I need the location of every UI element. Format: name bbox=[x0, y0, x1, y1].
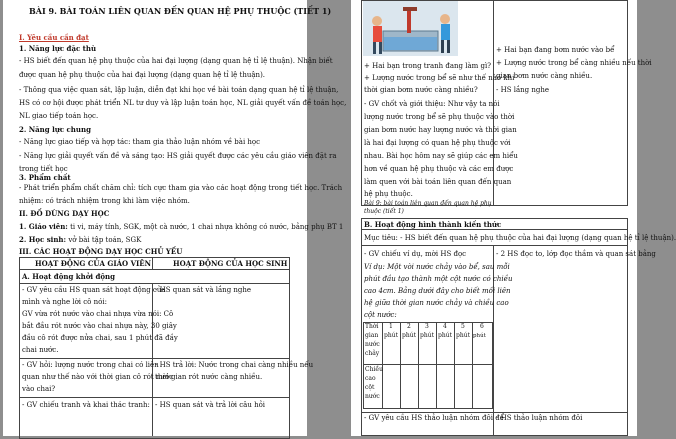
table-cell-teacher: vào chai? bbox=[22, 385, 56, 393]
table-cell: 3 bbox=[425, 323, 429, 330]
teacher-line: - GV chốt và giới thiệu: Như vậy ta nói bbox=[364, 100, 500, 108]
activity-table bbox=[19, 257, 290, 439]
table-header-cell: chảy bbox=[365, 350, 380, 357]
table-cell: phút bbox=[438, 332, 452, 339]
table-cell: 1 bbox=[389, 323, 393, 330]
table-cell: 2 bbox=[407, 323, 411, 330]
table-cell: phút bbox=[402, 332, 416, 339]
table-cell-teacher: - GV yêu cầu HS quan sát hoạt động của bbox=[22, 286, 166, 294]
answer-line: + Hai bạn đang bơm nước vào bể bbox=[496, 46, 615, 54]
table-header-cell: cột bbox=[365, 384, 375, 391]
illustration-pump-water bbox=[363, 1, 458, 56]
table-cell-teacher: - GV hỏi: lượng nước trong chai có liên bbox=[22, 361, 159, 369]
answer-line: gian bơm nước càng nhiều. bbox=[496, 72, 593, 80]
document-page-1 bbox=[3, 0, 347, 436]
answer-line: + Lượng nước trong bể càng nhiều nếu thời bbox=[496, 59, 652, 67]
teacher-line: hệ phụ thuộc. bbox=[364, 190, 413, 198]
text-line: được quan hệ phụ thuộc của hai đại lượng (dạng quan hệ tỉ lệ thuận). bbox=[19, 71, 266, 79]
table-header-cell: gian bbox=[365, 332, 379, 339]
student-line: - HS thảo luận nhóm đôi bbox=[496, 414, 583, 422]
table-cell-teacher: - GV chiếu tranh và khai thác tranh: bbox=[22, 401, 150, 409]
question-line: + Hai bạn trong tranh đang làm gì? bbox=[364, 62, 491, 70]
page-title: BÀI 9. BÀI TOÁN LIÊN QUAN ĐẾN QUAN HỆ PHỤ THUỘC (TIẾT 1) bbox=[29, 6, 332, 16]
teacher-line: làm quen với bài toán liên quan đến quan bbox=[364, 178, 512, 186]
table-cell-teacher: mình và nghe lời cô nói: bbox=[22, 298, 107, 306]
table-cell: phút bbox=[456, 332, 470, 339]
teacher-line: - GV chiếu ví dụ, mời HS đọc bbox=[364, 250, 467, 258]
text-line: - Phát triển phẩm chất chăm chỉ: tích cực tham gia vào các hoạt động trong tiết học. Trách bbox=[19, 184, 343, 192]
table-cell: phút bbox=[384, 332, 398, 339]
table-cell-teacher: GV vừa rót nước vào chai nhựa vừa nói: Cô bbox=[22, 310, 174, 318]
subheading-1-3: 3. Phẩm chất bbox=[19, 173, 71, 182]
table-header-cell: Thời bbox=[365, 323, 379, 330]
table-header-cell: Chiều bbox=[365, 366, 383, 373]
answer-line: - HS lắng nghe bbox=[496, 86, 549, 94]
teacher-line: là hai đại lượng có quan hệ phụ thuộc với bbox=[364, 139, 511, 147]
table-cell-student: - HS quan sát và trả lời câu hỏi bbox=[155, 401, 266, 409]
table-header-student: HOẠT ĐỘNG CỦA HỌC SINH bbox=[173, 259, 288, 268]
table-cell-teacher: đầu cô rót được nửa chai, sau 1 phút đã đầy bbox=[22, 334, 178, 342]
table-cell: 4 bbox=[443, 323, 447, 330]
table-header-cell: nước bbox=[365, 393, 380, 400]
table-header-cell: cao bbox=[365, 375, 376, 382]
example-line: Ví dụ: Một vòi nước chảy vào bể, sau mỗi bbox=[364, 263, 510, 271]
text-line: NL giao tiếp toán học. bbox=[19, 112, 99, 120]
example-line: hệ giữa thời gian nước chảy và chiều cao bbox=[364, 299, 509, 307]
table-section-b: B. Hoạt động hình thành kiến thức bbox=[364, 220, 502, 229]
table-section-a: A. Hoạt động khởi động bbox=[22, 272, 116, 281]
example-line: cao 4cm. Bảng dưới đây cho biết mối liên bbox=[364, 287, 511, 295]
table-header-cell: nước bbox=[365, 341, 380, 348]
teacher-line: gian bơm nước hay lượng nước và thời gian bbox=[364, 126, 517, 134]
lesson-title-line: thuộc (tiết 1) bbox=[364, 208, 404, 215]
table-cell: 5 bbox=[461, 323, 465, 330]
question-line: + Lượng nước trong bể sẽ như thế nào khi bbox=[364, 74, 515, 82]
lesson-title-line: Bài 9: bài toán liên quan đến quan hệ phụ bbox=[364, 200, 492, 207]
text-line: trong tiết học bbox=[19, 165, 68, 173]
example-line: cột nước: bbox=[364, 311, 397, 319]
section-heading-1: I. Yêu cầu cần đạt bbox=[19, 33, 89, 42]
section-heading-3: III. CÁC HOẠT ĐỘNG DẠY HỌC CHỦ YẾU bbox=[19, 247, 183, 256]
table-cell-student: thời gian rót nước càng nhiều. bbox=[155, 373, 263, 381]
table-header-teacher: HOẠT ĐỘNG CỦA GIÁO VIÊN bbox=[35, 259, 152, 268]
text-line-teacher-tools: 1. Giáo viên: ti vi, máy tính, SGK, một cà nước, 1 chai nhựa không có nước, bảng phụ BT 1 bbox=[19, 222, 344, 231]
question-line: thời gian bơm nước càng nhiều? bbox=[364, 86, 478, 94]
table-cell: phút bbox=[420, 332, 434, 339]
table-cell-teacher: bắt đầu rót nước vào chai nhựa này, 30 giây bbox=[22, 322, 177, 330]
teacher-line: nhau. Bài học hôm nay sẽ giúp các em hiểu bbox=[364, 152, 518, 160]
table-cell-student: - HS quan sát và lắng nghe bbox=[155, 286, 252, 294]
student-line: - 2 HS đọc to, lớp đọc thầm và quan sát bảng bbox=[496, 250, 656, 258]
table-cell: 6 bbox=[480, 323, 484, 330]
document-page-2 bbox=[351, 0, 676, 436]
subheading-1-1: 1. Năng lực đặc thù bbox=[19, 44, 97, 53]
text-line: nhiệm: có trách nhiệm trong khi làm việc nhóm. bbox=[19, 197, 190, 205]
section-heading-2: II. ĐỒ DÙNG DẠY HỌC bbox=[19, 209, 110, 218]
table-cell-teacher: chai nước. bbox=[22, 346, 59, 354]
table-cell: phút bbox=[473, 333, 486, 339]
text-line-student-tools: 2. Học sinh: vở bài tập toán, SGK bbox=[19, 235, 142, 244]
text-line: HS có cơ hội được phát triển NL tư duy và lập luận toán học, NL giải quyết vấn đề toán học, bbox=[19, 99, 347, 107]
teacher-line: - GV yêu cầu HS thảo luận nhóm đôi để bbox=[364, 414, 504, 422]
table-cell-student: - HS trả lời: Nước trong chai càng nhiều nếu bbox=[155, 361, 314, 369]
teacher-line: hơn về quan hệ phụ thuộc và các em được bbox=[364, 165, 514, 173]
subheading-1-2: 2. Năng lực chung bbox=[19, 125, 91, 134]
text-line: - Năng lực giải quyết vấn đề và sáng tạo: HS giải quyết được các yêu cầu giáo viên đặt ra bbox=[19, 152, 337, 160]
text-line: - HS biết đến quan hệ phụ thuộc của hai đại lượng (dạng quan hệ tỉ lệ thuận). Nhận biết bbox=[19, 57, 333, 65]
text-line: - Thông qua việc quan sát, lập luận, diễn đạt khi học về bài toán dạng quan hệ tỉ lệ thuận, bbox=[19, 86, 339, 94]
section-goal: Mục tiêu: - HS biết đến quan hệ phụ thuộc của hai đại lượng (dạng quan hệ tỉ lệ thuận). bbox=[364, 234, 676, 242]
table-cell-teacher: quan như thế nào với thời gian cô rót nước bbox=[22, 373, 173, 381]
teacher-line: lượng nước trong bể sẽ phụ thuộc vào thời bbox=[364, 113, 515, 121]
example-line: phút đầu tạo thành một cột nước có chiều bbox=[364, 275, 513, 283]
text-line: - Năng lực giao tiếp và hợp tác: tham gia thảo luận nhóm về bài học bbox=[19, 138, 261, 146]
